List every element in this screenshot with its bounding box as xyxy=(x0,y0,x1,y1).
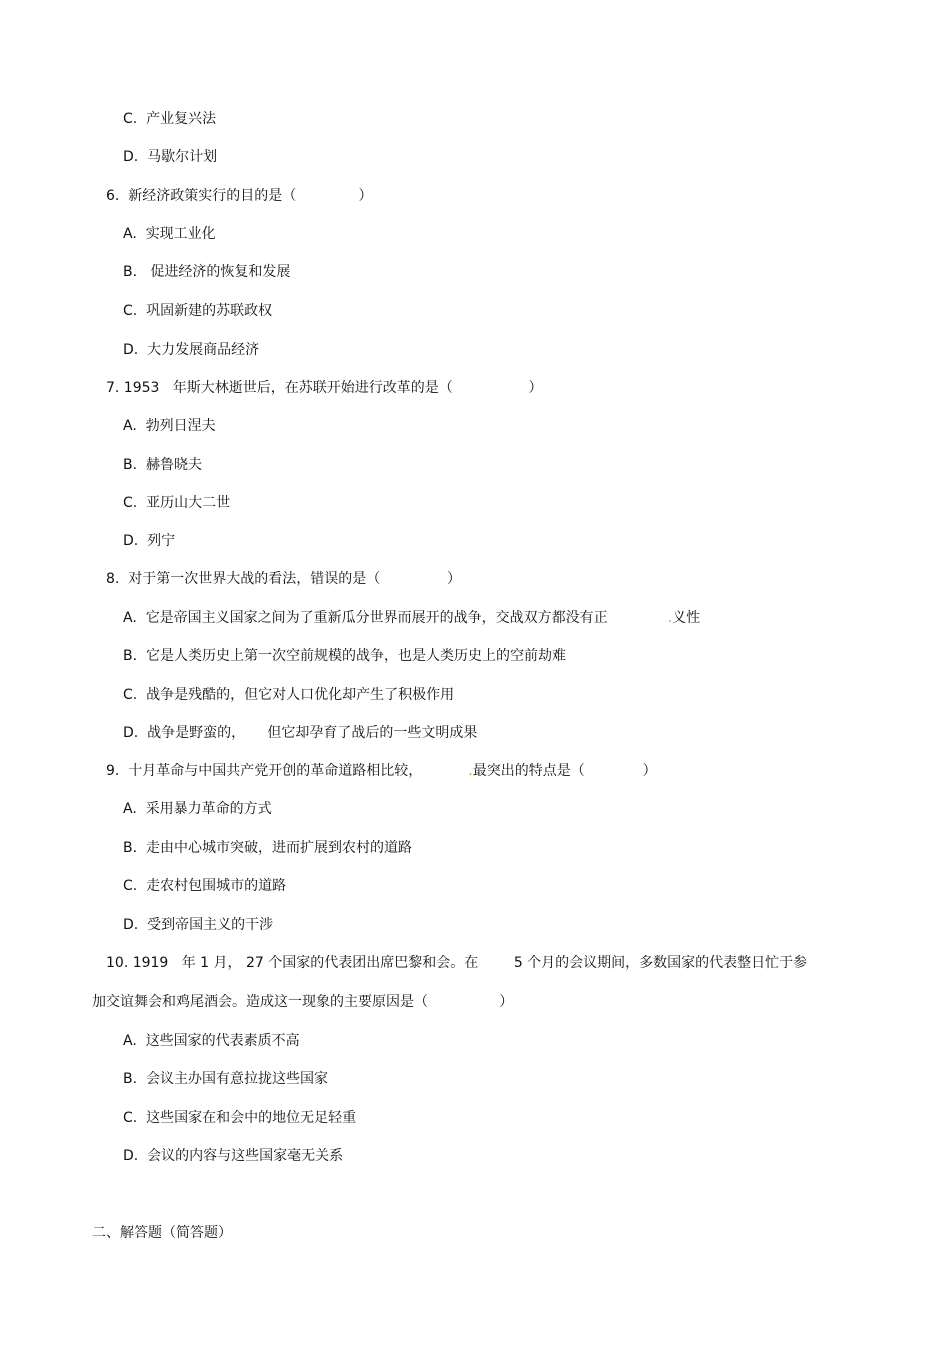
section-heading: 二、解答题（简答题） xyxy=(92,1225,232,1241)
option-label: D. xyxy=(123,342,139,358)
option-text: 它是帝国主义国家之间为了重新瓜分世界而展开的战争，交战双方都没有正 xyxy=(145,610,608,626)
option-text: 勃列日涅夫 xyxy=(145,418,216,434)
q8-option-a xyxy=(123,609,700,627)
option-text: 走由中心城市突破，进而扩展到农村的道路 xyxy=(145,840,412,856)
option-label: D. xyxy=(123,533,139,549)
option-label: A. xyxy=(123,801,137,817)
q9-option-d xyxy=(123,916,273,934)
dot-mark: . xyxy=(667,610,673,626)
option-text: 马歇尔计划 xyxy=(147,149,218,165)
option-label: A. xyxy=(123,418,137,434)
option-text: 亚历山大二世 xyxy=(146,495,231,511)
q6-option-d xyxy=(123,341,259,359)
option-label: B. xyxy=(123,1071,138,1087)
option-label: C. xyxy=(123,303,138,319)
q8-option-b xyxy=(123,647,566,665)
q9-stem xyxy=(106,762,657,780)
option-text: 走农村包围城市的道路 xyxy=(146,878,287,894)
option-text: 巩固新建的苏联政权 xyxy=(146,303,273,319)
q6-option-b xyxy=(123,263,290,281)
q10-option-d xyxy=(123,1147,343,1165)
option-text: 这些国家在和会中的地位无足轻重 xyxy=(146,1110,357,1126)
q5-option-c xyxy=(123,110,216,128)
option-text: 战争是残酷的，但它对人口优化却产生了积极作用 xyxy=(146,687,455,703)
q10-stem-line2: 加交谊舞会和鸡尾酒会。造成这一现象的主要原因是（ ） xyxy=(92,994,514,1010)
q10-option-c xyxy=(123,1109,356,1127)
q8-option-d xyxy=(123,724,477,742)
option-label: C. xyxy=(123,687,138,703)
option-label: D. xyxy=(123,917,139,933)
q5-option-d xyxy=(123,148,217,166)
option-text: 它是人类历史上第一次空前规模的战争，也是人类历史上的空前劫难 xyxy=(145,648,566,664)
q6-option-a xyxy=(123,225,216,243)
option-text: 大力发展商品经济 xyxy=(147,342,260,358)
option-text: 战争是野蛮的， 但它却孕育了战后的一些文明成果 xyxy=(147,725,478,741)
option-label: B. xyxy=(123,264,138,280)
option-text: 采用暴力革命的方式 xyxy=(145,801,272,817)
q9-option-a xyxy=(123,800,272,818)
q9-option-c xyxy=(123,877,286,895)
q7-option-b xyxy=(123,456,202,474)
option-label: D. xyxy=(123,149,139,165)
stem-text-tail: 最突出的特点是（ ） xyxy=(472,763,657,779)
option-label: B. xyxy=(123,648,138,664)
dot-mark: . xyxy=(468,763,473,779)
q7-option-d xyxy=(123,532,175,550)
q10-stem-line1: 10. 1919 年 1 月， 27 个国家的代表团出席巴黎和会。在 5 个月的会议期间，多数国家的代表整日忙于参 xyxy=(106,955,808,971)
stem-text: 9. 十月革命与中国共产党开创的革命道路相比较， xyxy=(106,763,423,779)
option-label: C. xyxy=(123,111,138,127)
option-label: D. xyxy=(123,1148,139,1164)
option-label: D. xyxy=(123,725,139,741)
option-label: C. xyxy=(123,878,138,894)
option-label: B. xyxy=(123,457,138,473)
q6-option-c xyxy=(123,302,272,320)
q7-option-a xyxy=(123,417,216,435)
option-label: B. xyxy=(123,840,138,856)
option-text: 促进经济的恢复和发展 xyxy=(145,264,291,280)
option-label: A. xyxy=(123,610,137,626)
option-text: 实现工业化 xyxy=(145,226,216,242)
option-text-tail: 义性 xyxy=(672,610,701,626)
option-text: 这些国家的代表素质不高 xyxy=(145,1033,300,1049)
q8-stem: 8. 对于第一次世界大战的看法，错误的是（ ） xyxy=(106,571,462,587)
option-text: 会议的内容与这些国家毫无关系 xyxy=(147,1148,344,1164)
option-text: 赫鲁晓夫 xyxy=(145,457,202,473)
q9-option-b xyxy=(123,839,412,857)
option-label: C. xyxy=(123,495,138,511)
option-label: A. xyxy=(123,1033,137,1049)
q6-stem: 6. 新经济政策实行的目的是（ ） xyxy=(106,188,373,204)
option-text: 会议主办国有意拉拢这些国家 xyxy=(145,1071,328,1087)
option-text: 列宁 xyxy=(147,533,176,549)
option-label: C. xyxy=(123,1110,138,1126)
q8-option-c xyxy=(123,686,454,704)
q7-option-c xyxy=(123,494,230,512)
option-text: 产业复兴法 xyxy=(146,111,217,127)
option-label: A. xyxy=(123,226,137,242)
q10-option-b xyxy=(123,1070,328,1088)
q10-option-a xyxy=(123,1032,300,1050)
option-text: 受到帝国主义的干涉 xyxy=(147,917,274,933)
q7-stem: 7. 1953 年斯大林逝世后，在苏联开始进行改革的是（ ） xyxy=(106,380,543,396)
